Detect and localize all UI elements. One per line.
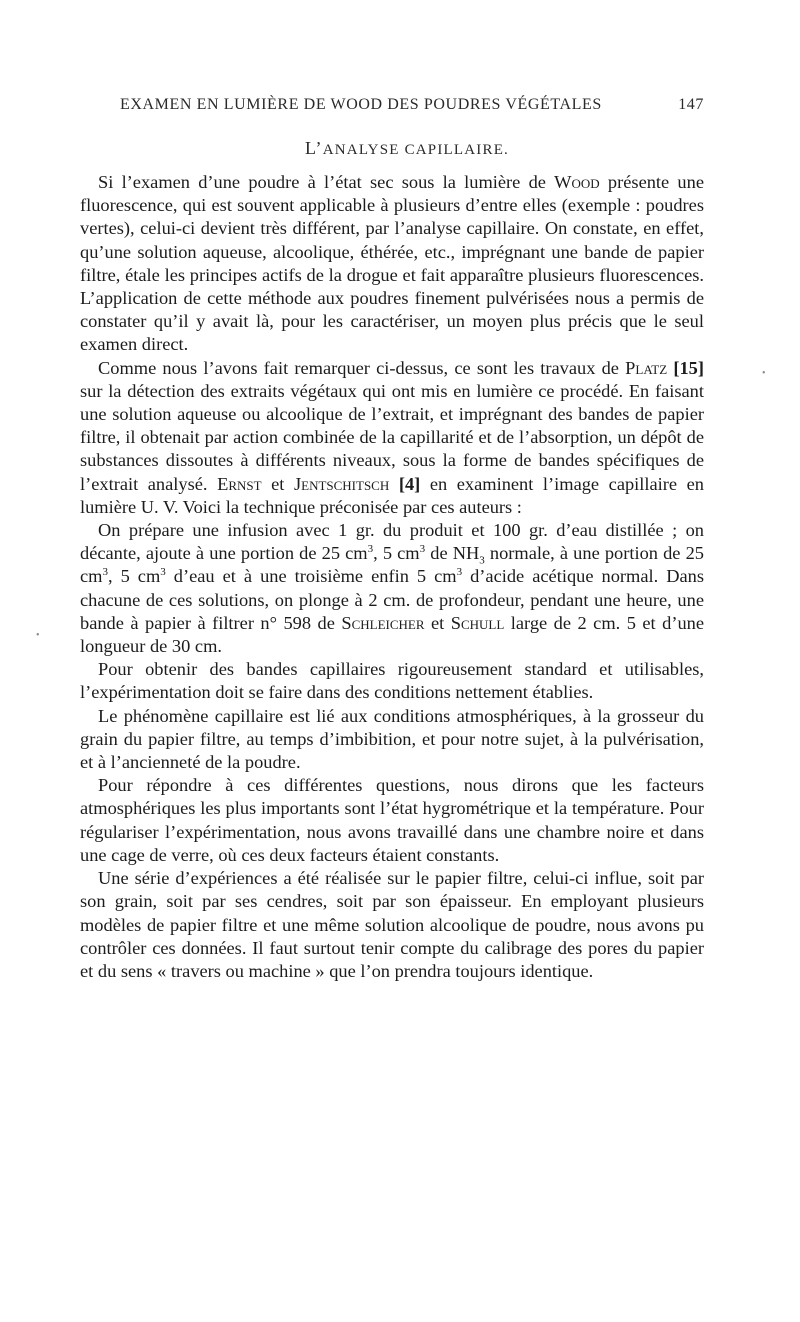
author-ernst: Ernst bbox=[217, 473, 262, 494]
p3-text-c: de NH bbox=[425, 543, 480, 564]
p3-text-d: normale, à une portion de 25 cm bbox=[80, 543, 704, 587]
section-title-rest: ANALYSE CAPILLAIRE. bbox=[322, 142, 510, 158]
superscript: 3 bbox=[160, 566, 166, 579]
speck-mark: • bbox=[36, 630, 40, 641]
page bbox=[80, 96, 704, 983]
p1-text-a: Si l’examen d’une poudre à l’état sec sous la lumière de bbox=[98, 172, 555, 192]
p3-text-h: et bbox=[424, 612, 451, 633]
paragraph-2 bbox=[80, 357, 704, 519]
p2-text-b: sur la détection des extraits végétaux qui ont mis en lumière ce procédé. En faisant une solution aqueuse ou alcoolique de l’extrait, et imprégnant des bandes de papier filtre, il obtenait par action combinée de la capillarité et de l’absorption, un dépôt de substances dissoutes à différents niveaux, sous la forme de bandes spécifiques de l’extrait analysé. bbox=[80, 380, 704, 494]
author-platz: Platz bbox=[625, 357, 668, 378]
p3-text-i: large de 2 cm. 5 et d’une longueur de 30 cm. bbox=[80, 612, 705, 657]
speck-mark: • bbox=[762, 368, 766, 379]
p3-text-e: , 5 cm bbox=[107, 566, 161, 587]
p3-text-a: On prépare une infusion avec 1 gr. du produit et 100 gr. d’eau distillée ; on décante, ajoute à une portion de 25 cm bbox=[80, 520, 704, 564]
author-jentschitsch: Jentschitsch bbox=[293, 473, 390, 494]
superscript: 3 bbox=[102, 566, 108, 579]
author-schleicher: Schleicher bbox=[341, 612, 425, 633]
p3-text-b: , 5 cm bbox=[373, 543, 420, 564]
paragraph-5: Le phénomène capillaire est lié aux conditions atmosphériques, à la grosseur du grain du papier filtre, au temps d’imbibition, et pour notre sujet, à la pulvérisation, et à l’ancienneté de la poudre. bbox=[80, 705, 704, 773]
reference-4: [4] bbox=[398, 473, 421, 494]
superscript: 3 bbox=[419, 543, 426, 556]
p3-text-f: d’eau et à une troisième enfin 5 cm bbox=[165, 566, 457, 587]
running-head bbox=[80, 96, 704, 118]
section-title-initial: L’ bbox=[304, 138, 323, 158]
subscript: 3 bbox=[479, 554, 485, 567]
superscript: 3 bbox=[367, 543, 374, 556]
page-number: 147 bbox=[678, 96, 704, 113]
paragraph-1 bbox=[80, 171, 704, 357]
reference-15: [15] bbox=[673, 357, 704, 378]
author-wood: Wood bbox=[554, 172, 600, 192]
p1-text-b: présente une fluorescence, qui est souvent applicable à plusieurs d’entre elles (exemple : poudres vertes), celui-ci devient très différent, par l’analyse capillaire. On constate, en effet, qu’une solution aqueuse, alcoolique, éthérée, etc., imprégnant une bande de papier filtre, étale les principes actifs de la drogue et fait apparaître plusieurs fluorescences. L’application de cette méthode aux poudres finement pulvérisées nous a permis de constater qu’il y avait là, pour les caractériser, un moyen plus précis que le seul examen direct. bbox=[80, 172, 704, 355]
p3-text-g: d’acide acétique normal. Dans chacune de ces solutions, on plonge à 2 cm. de profondeur, pendant une heure, une bande à papier à filtrer n° 598 de bbox=[80, 566, 705, 633]
paragraph-3 bbox=[80, 519, 704, 658]
p2-text-a: Comme nous l’avons fait remarquer ci-dessus, ce sont les travaux de bbox=[98, 357, 626, 378]
paragraph-7: Une série d’expériences a été réalisée sur le papier filtre, celui-ci influe, soit par son grain, soit par ses cendres, soit par son épaisseur. En employant plusieurs modèles de papier filtre et une même solution alcoolique de poudre, nous avons pu contrôler ces données. Il faut surtout tenir compte du calibrage des pores du papier et du sens « travers ou machine » que l’on prendra toujours identique. bbox=[80, 868, 704, 981]
author-schull: Schull bbox=[450, 612, 505, 633]
paragraph-4: Pour obtenir des bandes capillaires rigoureusement standard et utilisables, l’expérimentation doit se faire dans des conditions nettement établies. bbox=[80, 659, 704, 703]
running-title: EXAMEN EN LUMIÈRE DE WOOD DES POUDRES VÉGÉTALES bbox=[120, 96, 602, 113]
superscript: 3 bbox=[456, 566, 463, 579]
section-title bbox=[110, 138, 704, 159]
paragraph-6: Pour répondre à ces différentes questions, nous dirons que les facteurs atmosphériques les plus importants sont l’état hygrométrique et la température. Pour régulariser l’expérimentation, nous avons travaillé dans une chambre noire et dans une cage de verre, où ces deux facteurs étaient constants. bbox=[80, 775, 704, 865]
p2-text-c: et bbox=[261, 473, 294, 494]
p2-text-d: en examinent l’image capillaire en lumière U. V. Voici la technique préconisée par ces auteurs : bbox=[80, 473, 704, 517]
